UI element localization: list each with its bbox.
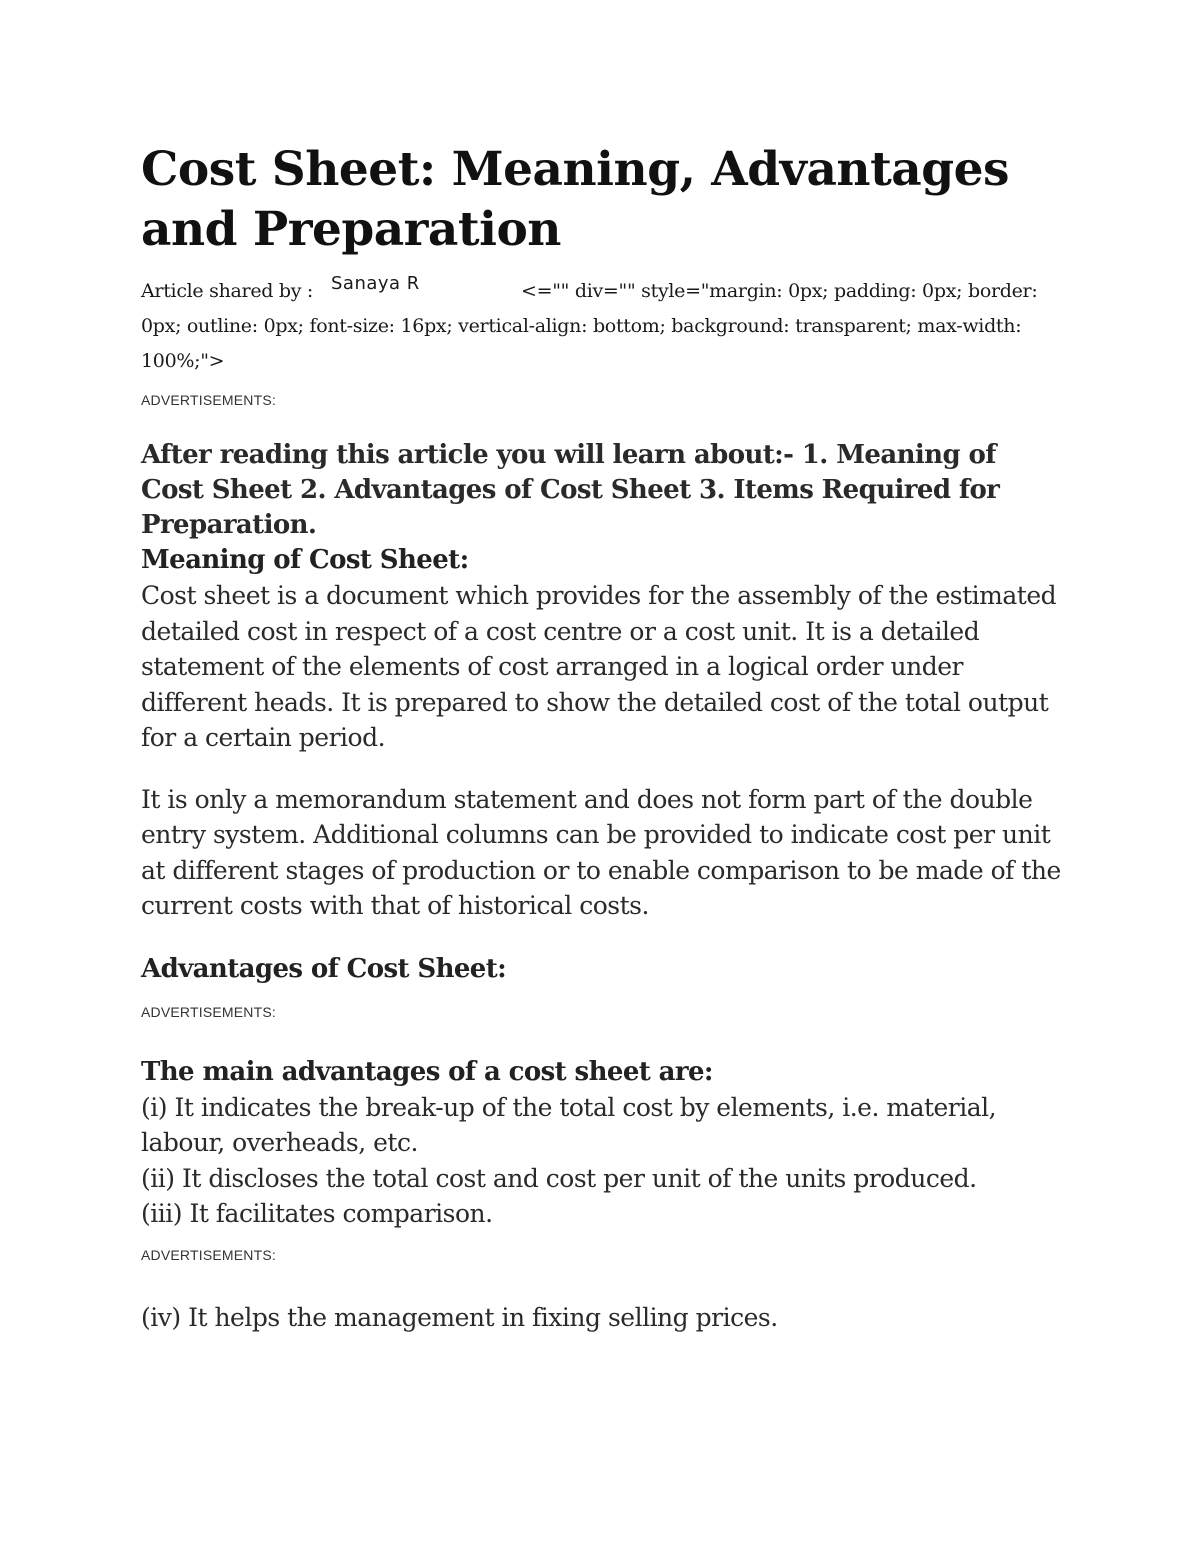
- stray-markup-text: <="" div="" style="margin: 0px; padding: 0px; border: 0px; outline: 0px; font-size: 16px; vertical-align: bottom; background: transparent; max-width: 100%;">: [141, 280, 1038, 372]
- list-item: (i) It indicates the break-up of the total cost by elements, i.e. material, labour, overheads, etc.: [141, 1092, 997, 1157]
- author-name: Sanaya R: [331, 273, 420, 294]
- byline: [141, 274, 1061, 379]
- meaning-paragraph-1: Cost sheet is a document which provides for the assembly of the estimated detailed cost in respect of a cost centre or a cost unit. It is a detailed statement of the elements of cost arranged in a logical order under different heads. It is prepared to show the detailed cost of the total output for a certain period.: [141, 581, 1057, 752]
- meaning-heading: Meaning of Cost Sheet:: [141, 545, 469, 575]
- advantages-heading: Advantages of Cost Sheet:: [141, 953, 507, 984]
- lead-summary: After reading this article you will learn about:- 1. Meaning of Cost Sheet 2. Advantages of Cost Sheet 3. Items Required for Preparation.: [141, 440, 1000, 540]
- advantages-subheading: The main advantages of a cost sheet are:: [141, 1056, 713, 1087]
- page-title: Cost Sheet: Meaning, Advantages and Preparation: [141, 142, 1009, 257]
- byline-label: Article shared by :: [141, 280, 313, 302]
- list-item: (iv) It helps the management in fixing selling prices.: [141, 1302, 778, 1332]
- advertisements-label: ADVERTISEMENTS:: [141, 1003, 276, 1020]
- advertisements-label: ADVERTISEMENTS:: [141, 392, 276, 408]
- document-page: [141, 140, 1061, 1335]
- advertisements-label: ADVERTISEMENTS:: [141, 1246, 276, 1263]
- meaning-paragraph-2: It is only a memorandum statement and does not form part of the double entry system. Additional columns can be provided to indicate cost per unit at different stages of production or to enable comparison to be made of the current costs with that of historical costs.: [141, 784, 1061, 920]
- list-item: (iii) It facilitates comparison.: [141, 1199, 493, 1228]
- list-item: (ii) It discloses the total cost and cost per unit of the units produced.: [141, 1163, 977, 1193]
